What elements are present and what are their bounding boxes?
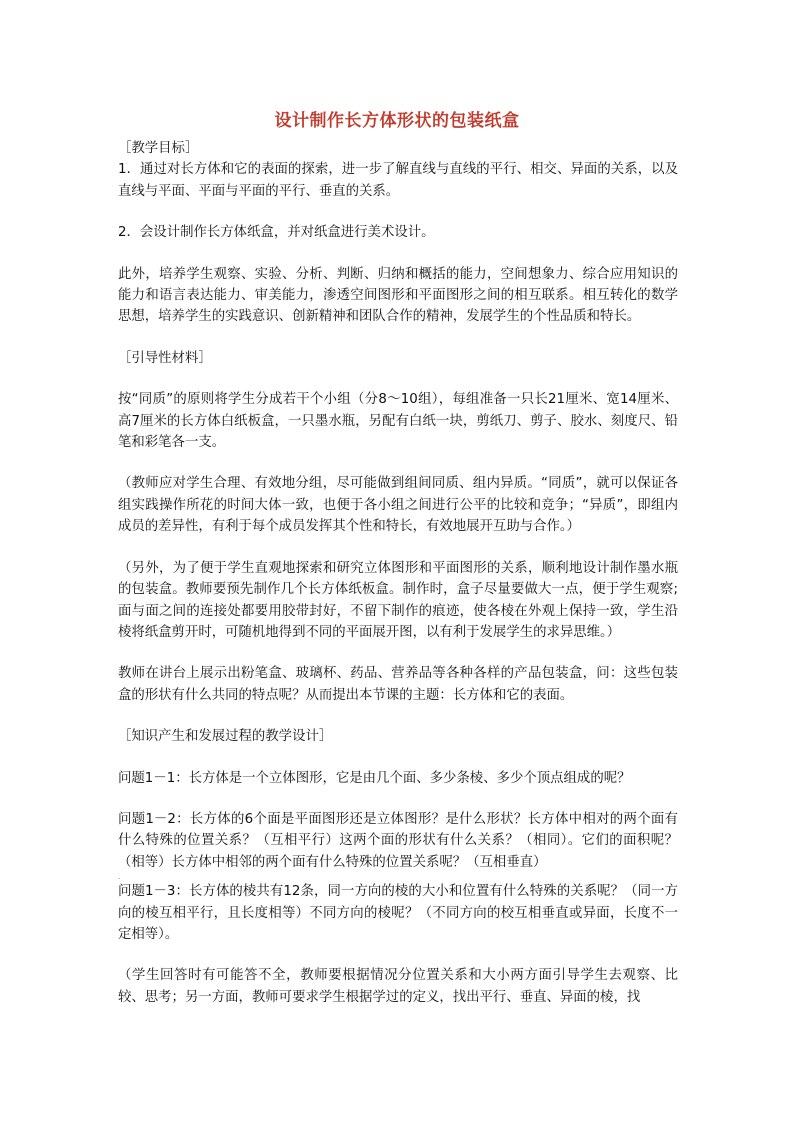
paragraph-box-preparation-note: （另外，为了便于学生直观地探索和研究立体图形和平面图形的关系，顺利地设计制作墨水瓶的包装盒。教师要预先制作几个长方体纸板盒。制作时，盒子尽量要做大一点，便于学生观察;面与面之间的连接处都要用胶带封好，不留下制作的痕迹，使各棱在外观上保持一致，学生沿棱将纸盒剪开时，可随机地得到不同的平面展开图，以有利于发展学生的求异思维。） bbox=[118, 560, 678, 640]
paragraph-additional-goals: 此外，培养学生观察、实验、分析、判断、归纳和概括的能力，空间想象力、综合应用知识的能力和语言表达能力、审美能力，渗透空间图形和平面图形之间的相互联系。相互转化的数学思想，培养学生的实践意识、创新精神和团队合作的精神，发展学生的个性品质和特长。 bbox=[118, 266, 678, 325]
section-heading-materials: ［引导性材料］ bbox=[118, 350, 212, 366]
paragraph-question-1-3: 问题1－3：长方体的棱共有12条，同一方向的棱的大小和位置有什么特殊的关系呢？（同一方向的棱互相平行，且长度相等）不同方向的棱呢？（不同方向的校互相垂直或异面，长度不一定相等）。 bbox=[118, 884, 678, 942]
section-heading-objectives: ［教学目标］ bbox=[118, 141, 199, 156]
paragraph-question-1-2: 问题1－2：长方体的6个面是平面图形还是立体图形？是什么形状？长方体中相对的两个面有什么特殊的位置关系？（互相平行）这两个面的形状有什么关系？（相同）。它们的面积呢？（相等）长方体中相邻的两个面有什么特殊的位置关系呢？（互相垂直） bbox=[118, 811, 678, 870]
paragraph-objective-2: 2．会设计制作长方体纸盒，并对纸盒进行美术设计。 bbox=[118, 225, 435, 241]
document-title: 设计制作长方体形状的包装纸盒 bbox=[274, 111, 520, 131]
stray-mark: . bbox=[118, 872, 121, 882]
section-heading-teaching-design: ［知识产生和发展过程的教学设计］ bbox=[118, 729, 333, 745]
paragraph-grouping-note: （教师应对学生合理、有效地分组，尽可能做到组间同质、组内异质。“同质”，就可以保证各组实践操作所花的时间大体一致，也便于各小组之间进行公平的比较和竞争；“异质”，即组内成员的差异性，有利于每个成员发挥其个性和特长，有效地展开互助与合作。） bbox=[118, 476, 678, 535]
paragraph-lesson-intro: 教师在讲台上展示出粉笔盒、玻璃杯、药品、营养品等各种各样的产品包装盒，问：这些包装盒的形状有什么共同的特点呢？从而提出本节课的主题：长方体和它的表面。 bbox=[118, 666, 678, 703]
paragraph-question-1-1: 问题1－1：长方体是一个立体图形，它是由几个面、多少条棱、多少个顶点组成的呢？ bbox=[118, 770, 631, 786]
paragraph-student-answer-note: （学生回答时有可能答不全，教师要根据情况分位置关系和大小两方面引导学生去观察、比较、思考；另一方面，教师可要求学生根据学过的定义，找出平行、垂直、异面的棱，找 bbox=[118, 968, 678, 1005]
paragraph-objective-1: 1．通过对长方体和它的表面的探索，进一步了解直线与直线的平行、相交、异面的关系，以及直线与平面、平面与平面的平行、垂直的关系。 bbox=[118, 162, 678, 199]
paragraph-materials: 按“同质”的原则将学生分成若干个小组（分8～10组），每组准备一只长21厘米、宽14厘米、高7厘米的长方体白纸板盒，一只墨水瓶，另配有白纸一块，剪纸刀、剪子、胶水、刻度尺、铅笔和彩笔各一支。 bbox=[118, 392, 678, 451]
document-body bbox=[118, 138, 678, 1028]
